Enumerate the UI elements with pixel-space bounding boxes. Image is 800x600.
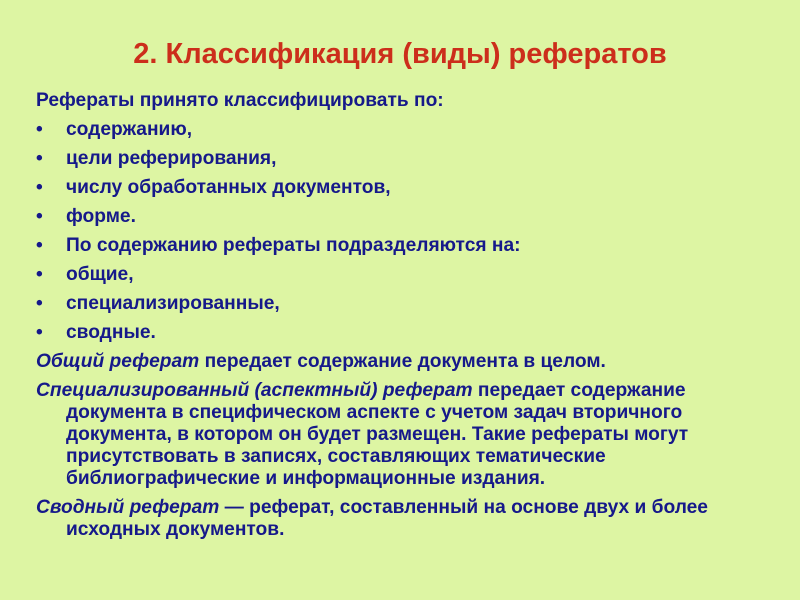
bullet-item-by-content — [36, 235, 776, 264]
bullet-icon: • — [36, 322, 43, 343]
bullet-item-purpose — [36, 148, 776, 177]
bullet-text: сводные. — [66, 322, 156, 343]
slide-title: 2. Классификация (виды) рефератов — [133, 38, 667, 70]
definition-specialized-abstract: передает содержание документа в специфическом аспекте с учетом задач вторичного документа, в котором он будет размещен. Такие рефераты могут присутствовать в записях, составляющих тематические библиографические и информационные издания. — [66, 380, 689, 489]
bullet-item-specialized — [36, 293, 776, 322]
bullet-icon: • — [36, 177, 43, 198]
intro-text: Рефераты принято классифицировать по: — [36, 90, 444, 111]
term-general-abstract: Общий реферат — [36, 351, 200, 372]
bullet-text: По содержанию рефераты подразделяются на: — [66, 235, 521, 256]
term-specialized-abstract: Специализированный (аспектный) реферат — [36, 380, 473, 401]
bullet-text: содержанию, — [66, 119, 193, 140]
paragraph-summary-abstract — [36, 497, 776, 541]
bullet-icon: • — [36, 235, 43, 256]
bullet-icon: • — [36, 148, 43, 169]
definition-general-abstract: передает содержание документа в целом. — [199, 351, 606, 372]
bullet-text: форме. — [66, 206, 136, 227]
bullet-text: специализированные, — [66, 293, 280, 314]
paragraph-specialized-abstract — [36, 380, 776, 490]
slide-content — [36, 90, 776, 541]
paragraph-general-abstract — [36, 351, 776, 373]
bullet-text: цели реферирования, — [66, 148, 277, 169]
bullet-item-document-count — [36, 177, 776, 206]
bullet-icon: • — [36, 206, 43, 227]
bullet-text: общие, — [66, 264, 134, 285]
bullet-icon: • — [36, 119, 43, 140]
bullet-item-form — [36, 206, 776, 235]
term-summary-abstract: Сводный реферат — [36, 497, 220, 518]
bullet-item-summary — [36, 322, 776, 351]
bullet-item-general — [36, 264, 776, 293]
bullet-item-content — [36, 119, 776, 148]
bullet-icon: • — [36, 264, 43, 285]
bullet-list — [36, 119, 776, 351]
definition-summary-abstract: — реферат, составленный на основе двух и более исходных документов. — [66, 497, 708, 540]
bullet-text: числу обработанных документов, — [66, 177, 391, 198]
bullet-icon: • — [36, 293, 43, 314]
